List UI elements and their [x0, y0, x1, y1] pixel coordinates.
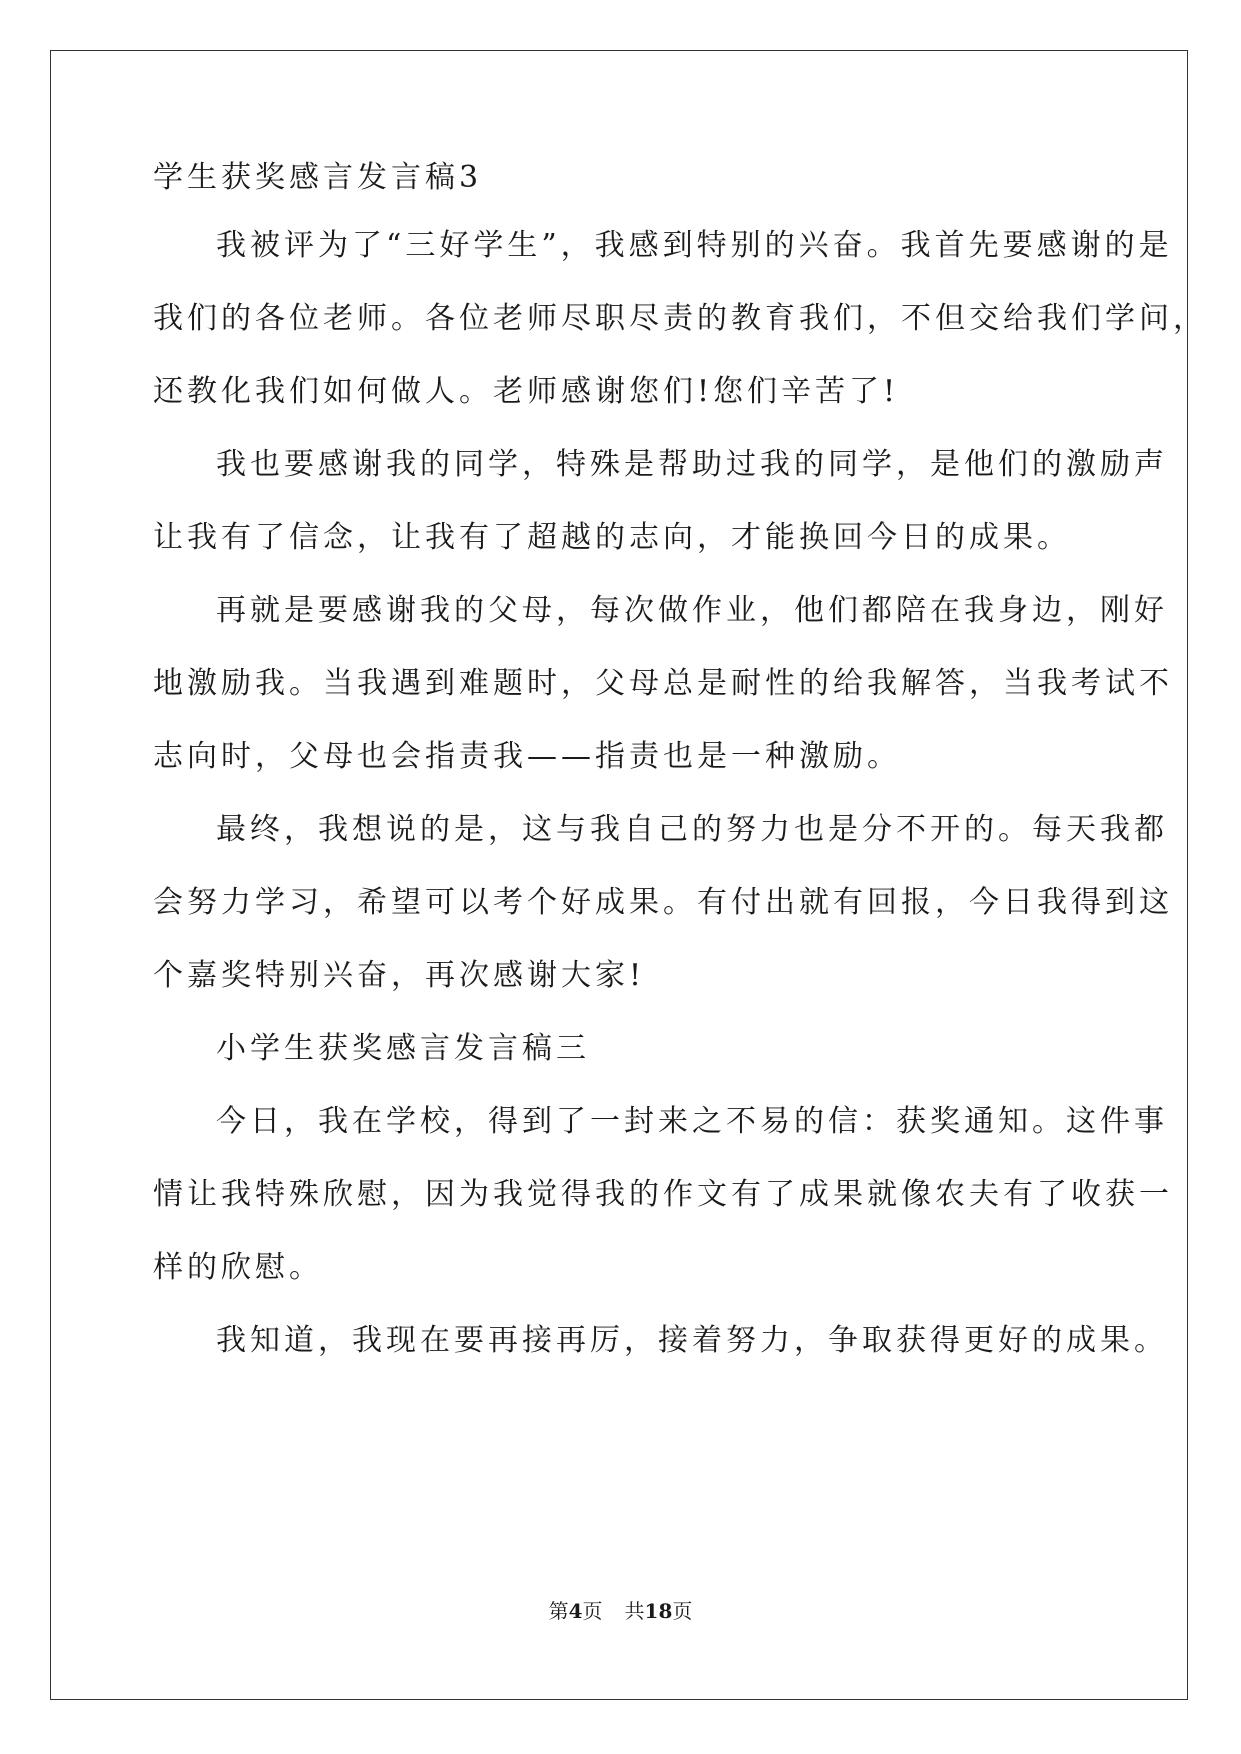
paragraph-line: 今日，我在学校，得到了一封来之不易的信：获奖通知。这件事: [216, 1104, 1168, 1139]
paragraph-line: 再就是要感谢我的父母，每次做作业，他们都陪在我身边，刚好: [216, 593, 1168, 628]
paragraph-line: 最终，我想说的是，这与我自己的努力也是分不开的。每天我都: [216, 812, 1168, 847]
page-footer: [0, 1598, 1241, 1624]
paragraph-line: 我被评为了“三好学生”，我感到特别的兴奋。我首先要感谢的是: [216, 228, 1173, 263]
paragraph-line: 个嘉奖特别兴奋，再次感谢大家!: [153, 958, 646, 993]
paragraph-line: 地激励我。当我遇到难题时，父母总是耐性的给我解答，当我考试不: [153, 666, 1173, 701]
page-suffix: 页: [582, 1599, 603, 1623]
paragraph-line: 情让我特殊欣慰，因为我觉得我的作文有了成果就像农夫有了收获一: [153, 1177, 1173, 1212]
section-heading: 小学生获奖感言发言稿三: [216, 1031, 590, 1066]
page-border: [50, 50, 1188, 1700]
paragraph-line: 让我有了信念，让我有了超越的志向，才能换回今日的成果。: [153, 520, 1071, 555]
paragraph-line: 我也要感谢我的同学，特殊是帮助过我的同学，是他们的激励声: [216, 447, 1168, 482]
paragraph-line: 我们的各位老师。各位老师尽职尽责的教育我们，不但交给我们学问，: [153, 301, 1207, 336]
paragraph-line: 样的欣慰。: [153, 1250, 323, 1285]
paragraph-line: 志向时，父母也会指责我——指责也是一种激励。: [153, 739, 901, 774]
page-prefix: 第: [548, 1599, 569, 1623]
paragraph-line: 会努力学习，希望可以考个好成果。有付出就有回报，今日我得到这: [153, 885, 1173, 920]
document-heading: 学生获奖感言发言稿3: [153, 160, 483, 195]
total-prefix: 共: [624, 1599, 645, 1623]
paragraph-line: 我知道，我现在要再接再厉，接着努力，争取获得更好的成果。: [216, 1323, 1168, 1358]
total-suffix: 页: [672, 1599, 693, 1623]
paragraph-line: 还教化我们如何做人。老师感谢您们!您们辛苦了!: [153, 374, 900, 409]
total-pages: 18: [644, 1599, 673, 1623]
page-number: 4: [568, 1599, 583, 1623]
